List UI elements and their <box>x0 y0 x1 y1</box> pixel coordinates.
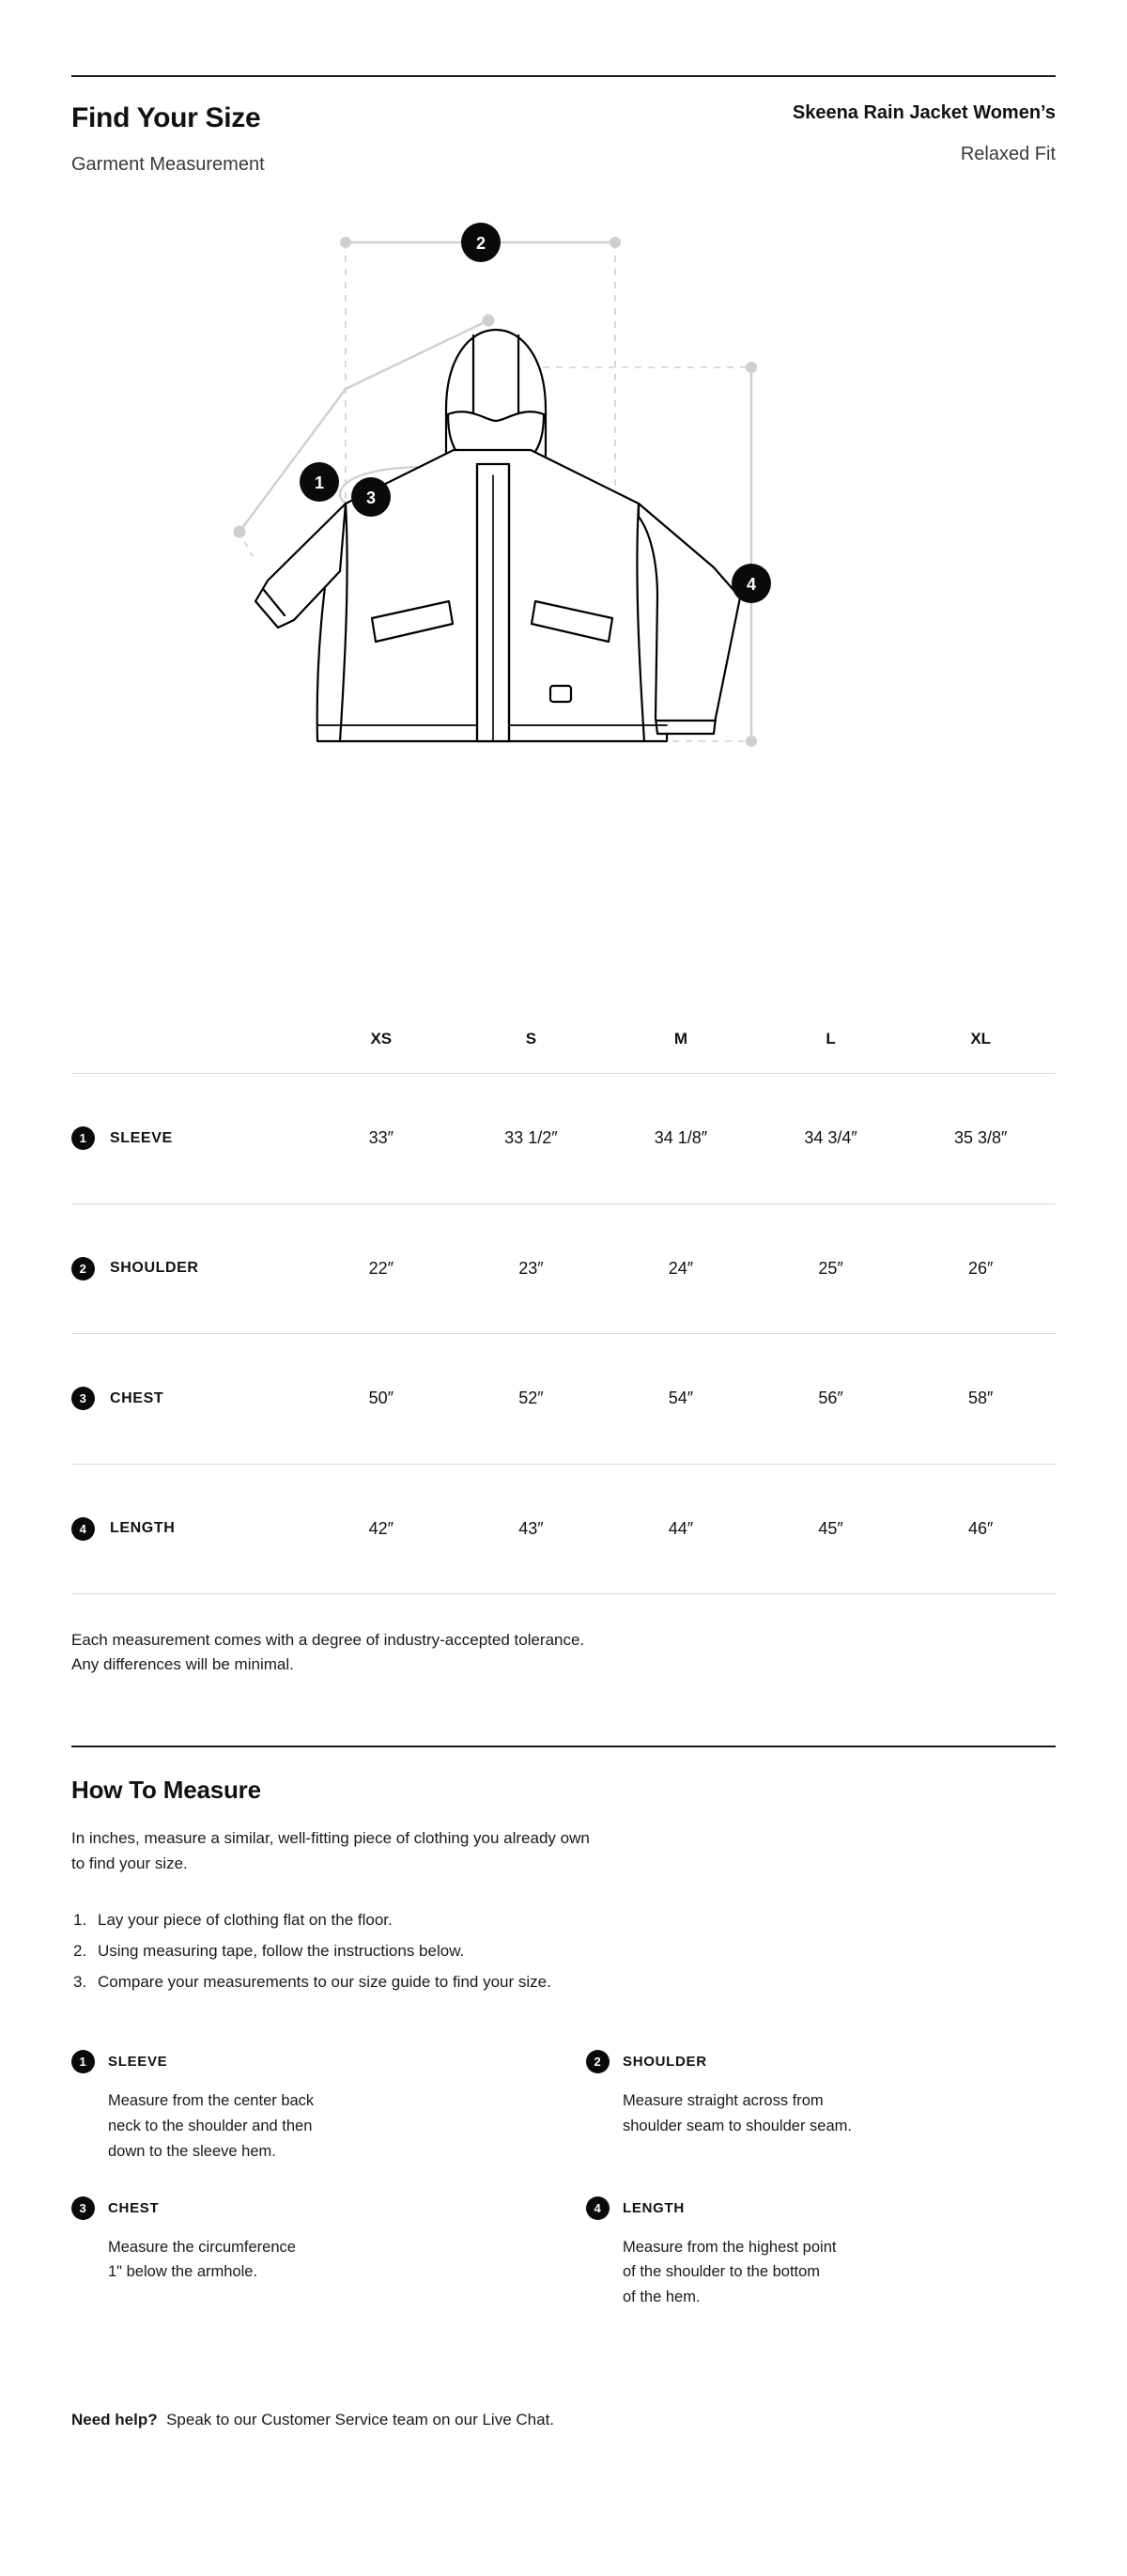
badge-icon-1: 1 <box>71 1126 95 1150</box>
step-item: Compare your measurements to our size guide to find your size. <box>98 1973 551 1992</box>
value-chest-l: 56″ <box>818 1389 843 1408</box>
page-title: Find Your Size <box>71 102 261 133</box>
size-table-body <box>71 1074 1056 1595</box>
diagram-marker-4 <box>732 564 771 603</box>
value-shoulder-m: 24″ <box>668 1258 694 1278</box>
value-sleeve-xl: 35 3/8″ <box>953 1128 1008 1148</box>
garment-diagram-container <box>71 222 1056 1001</box>
fit-type: Relaxed Fit <box>960 144 1056 164</box>
definition-line: Measure from the highest point <box>623 2238 837 2256</box>
garment-illustration <box>255 330 740 741</box>
tolerance-note <box>71 1628 1056 1678</box>
size-table-head <box>71 1030 1056 1074</box>
svg-text:1: 1 <box>314 473 325 492</box>
definition-body <box>586 2088 1056 2138</box>
tolerance-line-1: Each measurement comes with a degree of industry-accepted tolerance. <box>71 1631 585 1649</box>
help-footer <box>71 2408 1056 2432</box>
table-row <box>71 1074 1056 1203</box>
value-sleeve-xs: 33″ <box>368 1128 394 1148</box>
badge-icon-3: 3 <box>71 1387 95 1410</box>
definition-line: of the shoulder to the bottom <box>623 2263 821 2281</box>
table-row <box>71 1465 1056 1594</box>
definition-body <box>71 2235 541 2285</box>
measurement-label-cell <box>71 1334 306 1464</box>
definition-body <box>586 2235 1056 2310</box>
step-item: Using measuring tape, follow the instructions below. <box>98 1942 465 1961</box>
definition-line: of the hem. <box>623 2289 701 2306</box>
value-sleeve-l: 34 3/4″ <box>804 1128 857 1148</box>
help-text[interactable]: Speak to our Customer Service team on our Live Chat. <box>166 2410 555 2429</box>
header-right-group <box>793 101 1056 166</box>
definition-line: Measure from the center back <box>108 2092 315 2110</box>
measurement-label-cell <box>71 1465 306 1594</box>
definition-title: LENGTH <box>623 2199 685 2216</box>
value-shoulder-xl: 26″ <box>967 1258 994 1278</box>
step-item: Lay your piece of clothing flat on the floor. <box>98 1911 393 1930</box>
size-header-s: S <box>525 1030 537 1047</box>
badge-icon-1: 1 <box>71 2050 95 2073</box>
measurement-definitions <box>71 2050 1056 2317</box>
definition-title: CHEST <box>108 2199 160 2216</box>
need-help-label: Need help? <box>71 2410 158 2429</box>
page-subtitle: Garment Measurement <box>71 154 265 175</box>
definition-title: SLEEVE <box>108 2054 168 2071</box>
value-length-xl: 46″ <box>967 1518 994 1538</box>
definition-title: SHOULDER <box>623 2054 707 2071</box>
table-row <box>71 1204 1056 1334</box>
definition-chest <box>71 2196 541 2318</box>
diagram-marker-3 <box>351 477 391 517</box>
value-length-xs: 42″ <box>368 1518 394 1538</box>
size-header-xl: XL <box>970 1030 992 1047</box>
measurement-label-cell <box>71 1074 306 1203</box>
badge-icon-4: 4 <box>71 1517 95 1541</box>
tolerance-line-2: Any differences will be minimal. <box>71 1655 294 1674</box>
diagram-marker-2 <box>461 223 501 262</box>
definition-line: Measure the circumference <box>108 2238 296 2256</box>
value-chest-s: 52″ <box>518 1389 544 1408</box>
measurement-name: SLEEVE <box>110 1129 173 1146</box>
value-length-l: 45″ <box>818 1518 843 1538</box>
size-header-l: L <box>826 1030 836 1047</box>
definition-sleeve <box>71 2050 541 2171</box>
badge-icon-2: 2 <box>586 2050 610 2073</box>
size-header-m: M <box>673 1030 688 1047</box>
value-sleeve-m: 34 1/8″ <box>654 1128 708 1148</box>
product-name: Skeena Rain Jacket Women’s <box>792 102 1056 123</box>
size-table <box>71 1030 1056 1594</box>
svg-text:3: 3 <box>365 489 377 507</box>
measurement-name: SHOULDER <box>110 1260 199 1277</box>
measurement-name: CHEST <box>110 1389 164 1406</box>
page-header <box>71 101 1056 177</box>
size-header-xs: XS <box>370 1030 393 1047</box>
header-left-group <box>71 101 265 177</box>
measure-steps-list <box>71 1904 1056 1997</box>
value-length-s: 43″ <box>518 1518 544 1538</box>
measurement-name: LENGTH <box>110 1520 176 1537</box>
definition-length <box>586 2196 1056 2318</box>
table-row <box>71 1334 1056 1464</box>
badge-icon-4: 4 <box>586 2196 610 2220</box>
svg-text:4: 4 <box>746 575 757 594</box>
value-chest-m: 54″ <box>668 1389 694 1408</box>
measurement-label-cell <box>71 1204 306 1334</box>
definition-line: shoulder seam to shoulder seam. <box>623 2118 852 2135</box>
value-sleeve-s: 33 1/2″ <box>504 1128 558 1148</box>
value-chest-xl: 58″ <box>967 1389 994 1408</box>
definition-line: down to the sleeve hem. <box>108 2142 276 2160</box>
how-to-measure-heading: How To Measure <box>71 1775 261 1804</box>
size-table-label-header <box>71 1030 306 1074</box>
definition-line: 1" below the armhole. <box>108 2263 258 2281</box>
definition-line: neck to the shoulder and then <box>108 2118 313 2135</box>
badge-icon-2: 2 <box>71 1257 95 1280</box>
svg-text:2: 2 <box>475 234 486 253</box>
value-shoulder-xs: 22″ <box>368 1258 394 1278</box>
badge-icon-3: 3 <box>71 2196 95 2220</box>
how-to-measure-intro <box>71 1825 1056 1876</box>
value-length-m: 44″ <box>668 1518 694 1538</box>
definition-line: Measure straight across from <box>623 2092 824 2110</box>
definition-shoulder <box>586 2050 1056 2171</box>
garment-diagram <box>94 222 1033 1001</box>
value-shoulder-s: 23″ <box>518 1258 544 1278</box>
value-shoulder-l: 25″ <box>818 1258 843 1278</box>
size-table-header-row <box>71 1030 1056 1074</box>
intro-line-1: In inches, measure a similar, well-fitting piece of clothing you already own <box>71 1828 590 1847</box>
value-chest-xs: 50″ <box>368 1389 394 1408</box>
intro-line-2: to find your size. <box>71 1854 188 1872</box>
definition-body <box>71 2088 541 2164</box>
diagram-marker-1 <box>300 462 339 502</box>
